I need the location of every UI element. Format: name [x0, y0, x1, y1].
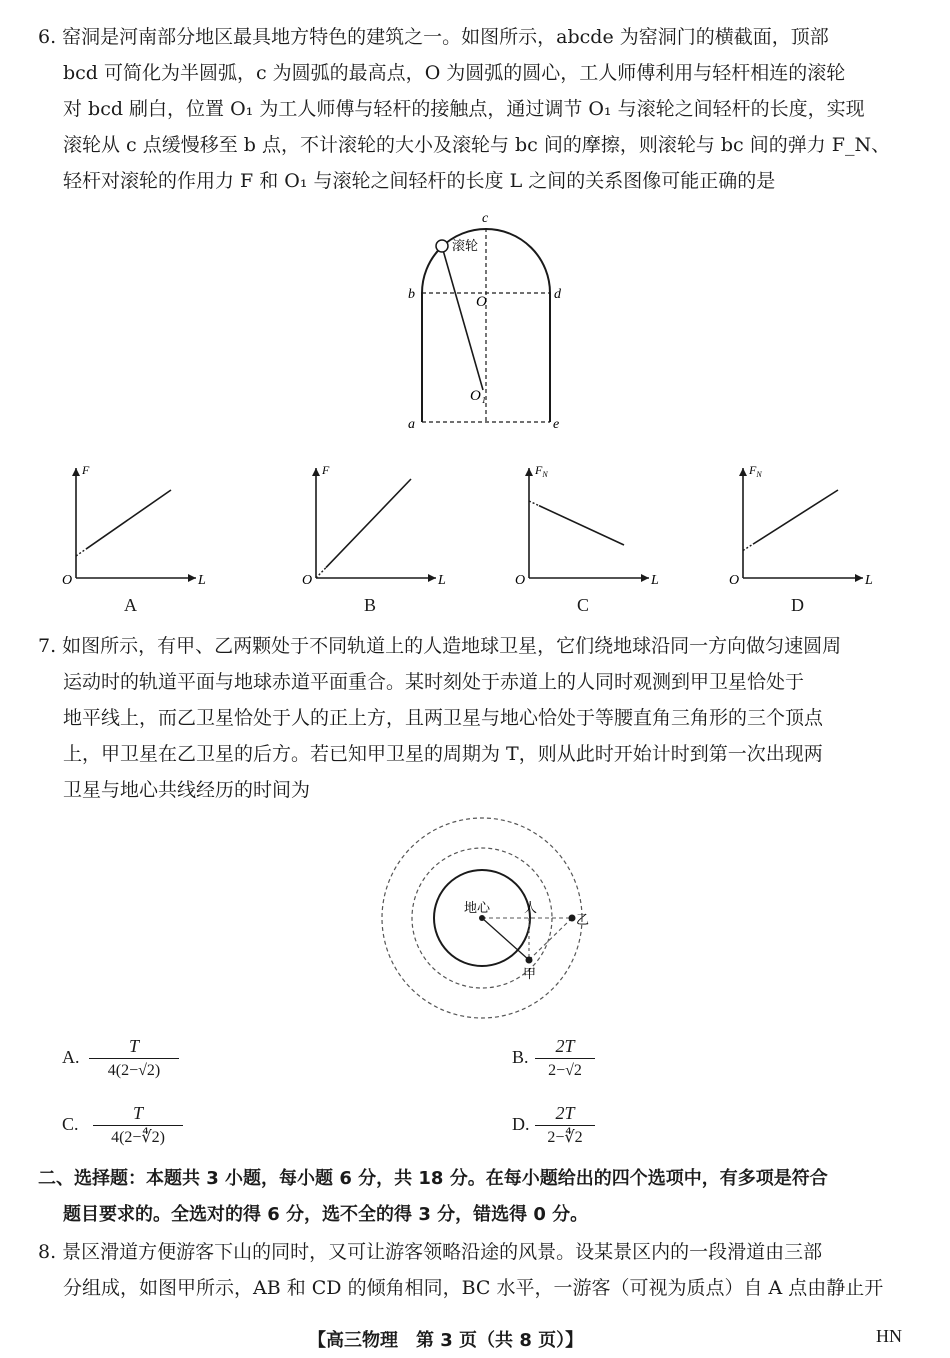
q7-option-a-num: T — [128, 1036, 139, 1056]
q6-line-3: 对 bcd 刷白，位置 O₁ 为工人师傅与轻杆的接触点，通过调节 O₁ 与滚轮之间轻杆的长度，实现 — [63, 98, 865, 120]
y-axis-arrow — [739, 468, 747, 476]
q7-option-c-value[interactable] — [93, 1102, 183, 1149]
q8-line-1: 8. 景区滑道方便游客下山的同时，又可让游客领略沿途的风景。设某景区内的一段滑道由三部 — [38, 1241, 823, 1263]
x-axis-arrow — [641, 574, 649, 582]
cave-door-diagram — [400, 210, 570, 435]
q7-option-a-label[interactable]: A. — [62, 1047, 80, 1067]
q7-option-b-num: 2T — [555, 1036, 575, 1056]
q8-line-2: 分组成，如图甲所示，AB 和 CD 的倾角相同，BC 水平，一游客（可视为质点）自 A 点由静止开 — [63, 1277, 884, 1299]
x-axis-label: L — [198, 573, 206, 588]
y-axis-label: $F_N$ — [535, 463, 548, 479]
center-to-jia — [482, 918, 529, 960]
q7-option-b-den: 2−√2 — [548, 1062, 582, 1079]
graph-line-start — [76, 549, 86, 556]
section-2-line-2: 题目要求的。全选对的得 6 分，选不全的得 3 分，错选得 0 分。 — [63, 1204, 589, 1225]
y-axis-label: $F_N$ — [749, 463, 762, 479]
x-axis-arrow — [428, 574, 436, 582]
label-earth-center: 地心 — [464, 900, 491, 915]
rod — [443, 250, 483, 390]
x-axis-label: L — [438, 573, 446, 588]
label-person: 人 — [524, 900, 538, 915]
origin-label: O — [302, 573, 313, 588]
y-axis-arrow — [312, 468, 320, 476]
q7-option-d-label[interactable]: D. — [512, 1114, 530, 1134]
graph-label-d: D — [791, 595, 804, 615]
point-O: O — [476, 294, 487, 310]
q7-line-5: 卫星与地心共线经历的时间为 — [63, 779, 311, 801]
label-sat-jia: 甲 — [523, 966, 537, 981]
q6-line-1: 6. 窑洞是河南部分地区最具地方特色的建筑之一。如图所示，abcde 为窑洞门的横截面，顶部 — [38, 26, 829, 48]
point-e: e — [553, 417, 560, 432]
y-axis-label: F — [322, 463, 330, 477]
point-O1: O₁ — [470, 388, 487, 404]
q7-line-4: 上，甲卫星在乙卫星的后方。若已知甲卫星的周期为 T，则从此时开始计时到第一次出现两 — [63, 743, 823, 765]
graph-option-a[interactable] — [60, 455, 206, 605]
origin-label: O — [62, 573, 73, 588]
sat-jia-dot — [526, 957, 533, 964]
graph-line — [539, 506, 624, 545]
x-axis-label: L — [651, 573, 659, 588]
q7-option-b-label[interactable]: B. — [512, 1047, 529, 1067]
q7-line-1: 7. 如图所示，有甲、乙两颗处于不同轨道上的人造地球卫星，它们绕地球沿同一方向做匀速圆周 — [38, 635, 842, 657]
origin-label: O — [729, 573, 740, 588]
point-c: c — [482, 211, 489, 226]
graph-option-b[interactable] — [300, 455, 446, 605]
q7-option-c-num: T — [132, 1103, 143, 1123]
point-d: d — [554, 287, 561, 302]
graph-line-start — [529, 501, 539, 506]
graph-option-d[interactable] — [727, 455, 873, 605]
q7-line-2: 运动时的轨道平面与地球赤道平面重合。某时刻处于赤道上的人同时观测到甲卫星恰处于 — [63, 671, 805, 693]
q7-option-c-label[interactable]: C. — [62, 1114, 79, 1134]
origin-label: O — [515, 573, 526, 588]
q7-option-a-den: 4(2−√2) — [107, 1062, 161, 1079]
graph-label-b: B — [364, 595, 377, 615]
q7-option-d-num: 2T — [555, 1103, 575, 1123]
q7-option-a-value[interactable] — [89, 1035, 179, 1082]
label-sat-yi: 乙 — [576, 912, 590, 927]
y-axis-arrow — [72, 468, 80, 476]
earth-center-dot — [479, 915, 485, 921]
graph-line-start — [743, 544, 753, 550]
graph-line-start — [316, 568, 326, 578]
q6-line-2: bcd 可简化为半圆弧，c 为圆弧的最高点，O 为圆弧的圆心，工人师傅利用与轻杆相连的滚轮 — [63, 62, 846, 84]
y-axis-arrow — [525, 468, 533, 476]
q7-line-3: 地平线上，而乙卫星恰处于人的正上方，且两卫星与地心恰处于等腰直角三角形的三个顶点 — [63, 707, 824, 729]
x-axis-label: L — [865, 573, 873, 588]
y-axis-label: F — [82, 463, 90, 477]
page-code: HN — [876, 1326, 902, 1346]
point-a: a — [408, 417, 415, 432]
q7-option-b-value[interactable] — [535, 1035, 595, 1082]
graph-line — [86, 490, 171, 549]
q6-line-4: 滚轮从 c 点缓慢移至 b 点，不计滚轮的大小及滚轮与 bc 间的摩擦，则滚轮与 bc 间的弹力 F_N、 — [63, 134, 891, 156]
graph-line — [326, 479, 411, 568]
page-footer: 【高三物理 第 3 页（共 8 页）】 — [308, 1330, 584, 1351]
x-axis-arrow — [855, 574, 863, 582]
graph-label-c: C — [577, 595, 590, 615]
section-2-line-1: 二、选择题：本题共 3 小题，每小题 6 分，共 18 分。在每小题给出的四个选项中，有多项是符合 — [38, 1168, 828, 1189]
q6-line-5: 轻杆对滚轮的作用力 F 和 O₁ 与滚轮之间轻杆的长度 L 之间的关系图像可能正确的是 — [63, 170, 776, 192]
roller — [436, 240, 448, 252]
graph-line — [753, 490, 838, 544]
jia-to-yi — [529, 918, 572, 960]
q7-option-d-den: 2−∜2 — [547, 1129, 583, 1146]
graph-option-c[interactable] — [513, 455, 659, 605]
point-b: b — [408, 287, 415, 302]
roller-label: 滚轮 — [452, 238, 479, 253]
x-axis-arrow — [188, 574, 196, 582]
q7-option-c-den: 4(2−∜2) — [111, 1129, 165, 1146]
q7-option-d-value[interactable] — [535, 1102, 595, 1149]
sat-yi-dot — [569, 915, 576, 922]
graph-label-a: A — [124, 595, 137, 615]
orbit-diagram — [372, 810, 592, 1030]
